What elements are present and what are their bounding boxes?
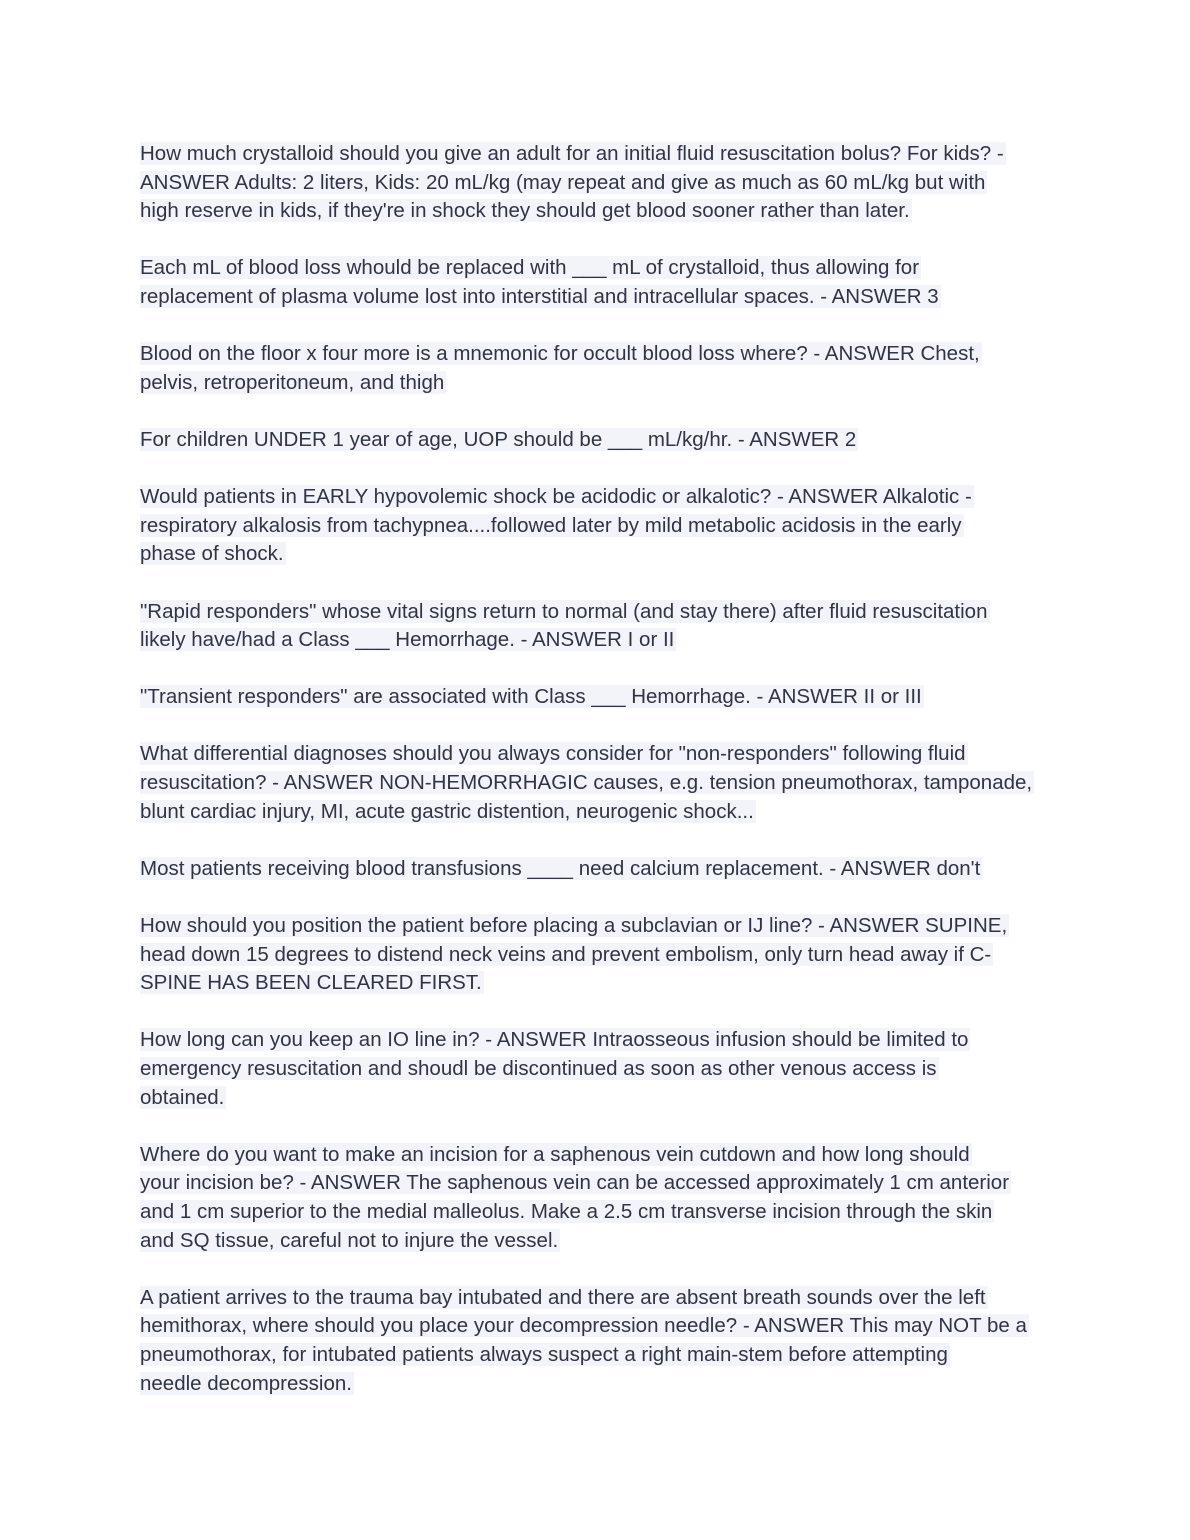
text-line: How much crystalloid should you give an adult for an initial fluid resuscitation bolus? For kids? - xyxy=(140,142,1004,165)
text-line: needle decompression. xyxy=(140,1371,352,1395)
qa-item-io-line xyxy=(140,1026,1055,1112)
qa-item-line-positioning xyxy=(140,912,1055,998)
qa-item-decompression-needle xyxy=(140,1284,1055,1398)
text-line: SPINE HAS BEEN CLEARED FIRST. xyxy=(140,971,482,995)
qa-item-crystalloid-bolus xyxy=(140,140,1055,226)
document-body xyxy=(140,140,1055,1427)
qa-item-saphenous-cutdown xyxy=(140,1141,1055,1255)
text-line: pneumothorax, for intubated patients always suspect a right main-stem before attempting xyxy=(140,1342,948,1366)
text-line: A patient arrives to the trauma bay intubated and there are absent breath sounds over the left xyxy=(140,1285,986,1309)
text-line: "Transient responders" are associated with Class ___ Hemorrhage. - ANSWER II or III xyxy=(140,685,922,709)
qa-item-blood-loss-replacement xyxy=(140,254,1055,311)
text-line: Would patients in EARLY hypovolemic shock be acidodic or alkalotic? - ANSWER Alkalotic - xyxy=(140,485,972,509)
qa-item-transient-responders xyxy=(140,683,1055,712)
text-line: blunt cardiac injury, MI, acute gastric distention, neurogenic shock... xyxy=(140,799,754,823)
text-line: Blood on the floor x four more is a mnemonic for occult blood loss where? - ANSWER Chest, xyxy=(140,342,980,366)
text-line: hemithorax, where should you place your decompression needle? - ANSWER This may NOT be a xyxy=(140,1314,1027,1338)
text-line: Each mL of blood loss whould be replaced with ___ mL of crystalloid, thus allowing for xyxy=(140,256,920,280)
text-line: ANSWER Adults: 2 liters, Kids: 20 mL/kg (may repeat and give as much as 60 mL/kg but with xyxy=(140,170,986,194)
text-line: likely have/had a Class ___ Hemorrhage. - ANSWER I or II xyxy=(140,628,675,652)
text-line: high reserve in kids, if they're in shock they should get blood sooner rather than later. xyxy=(140,199,910,223)
text-line: head down 15 degrees to distend neck veins and prevent embolism, only turn head away if C- xyxy=(140,942,992,966)
text-line: and SQ tissue, careful not to injure the vessel. xyxy=(140,1228,559,1252)
text-line: obtained. xyxy=(140,1085,225,1109)
qa-item-non-responders xyxy=(140,740,1055,826)
text-line: replacement of plasma volume lost into interstitial and intracellular spaces. - ANSWER 3 xyxy=(140,284,939,308)
qa-item-calcium-replacement xyxy=(140,855,1055,884)
qa-item-early-shock-ph xyxy=(140,483,1055,569)
text-line: How should you position the patient before placing a subclavian or IJ line? - ANSWER SUPINE, xyxy=(140,914,1008,938)
text-line: Where do you want to make an incision for a saphenous vein cutdown and how long should xyxy=(140,1142,970,1166)
text-line: and 1 cm superior to the medial malleolus. Make a 2.5 cm transverse incision through the skin xyxy=(140,1199,993,1223)
text-line: respiratory alkalosis from tachypnea....followed later by mild metabolic acidosis in the early xyxy=(140,513,962,537)
qa-item-occult-blood-loss xyxy=(140,340,1055,397)
qa-item-pediatric-uop xyxy=(140,426,1055,455)
text-line: your incision be? - ANSWER The saphenous vein can be accessed approximately 1 cm anterior xyxy=(140,1171,1010,1195)
text-line: emergency resuscitation and shoudl be discontinued as soon as other venous access is xyxy=(140,1057,937,1080)
qa-item-rapid-responders xyxy=(140,598,1055,655)
text-line: What differential diagnoses should you always consider for "non-responders" following fluid xyxy=(140,742,966,766)
text-line: pelvis, retroperitoneum, and thigh xyxy=(140,370,445,394)
text-line: For children UNDER 1 year of age, UOP should be ___ mL/kg/hr. - ANSWER 2 xyxy=(140,427,857,451)
text-line: Most patients receiving blood transfusions ____ need calcium replacement. - ANSWER don't xyxy=(140,856,981,880)
text-line: resuscitation? - ANSWER NON-HEMORRHAGIC causes, e.g. tension pneumothorax, tamponade, xyxy=(140,771,1033,795)
text-line: phase of shock. xyxy=(140,542,284,566)
text-line: "Rapid responders" whose vital signs return to normal (and stay there) after fluid resuscitation xyxy=(140,599,988,623)
text-line: How long can you keep an IO line in? - ANSWER Intraosseous infusion should be limited to xyxy=(140,1028,969,1052)
